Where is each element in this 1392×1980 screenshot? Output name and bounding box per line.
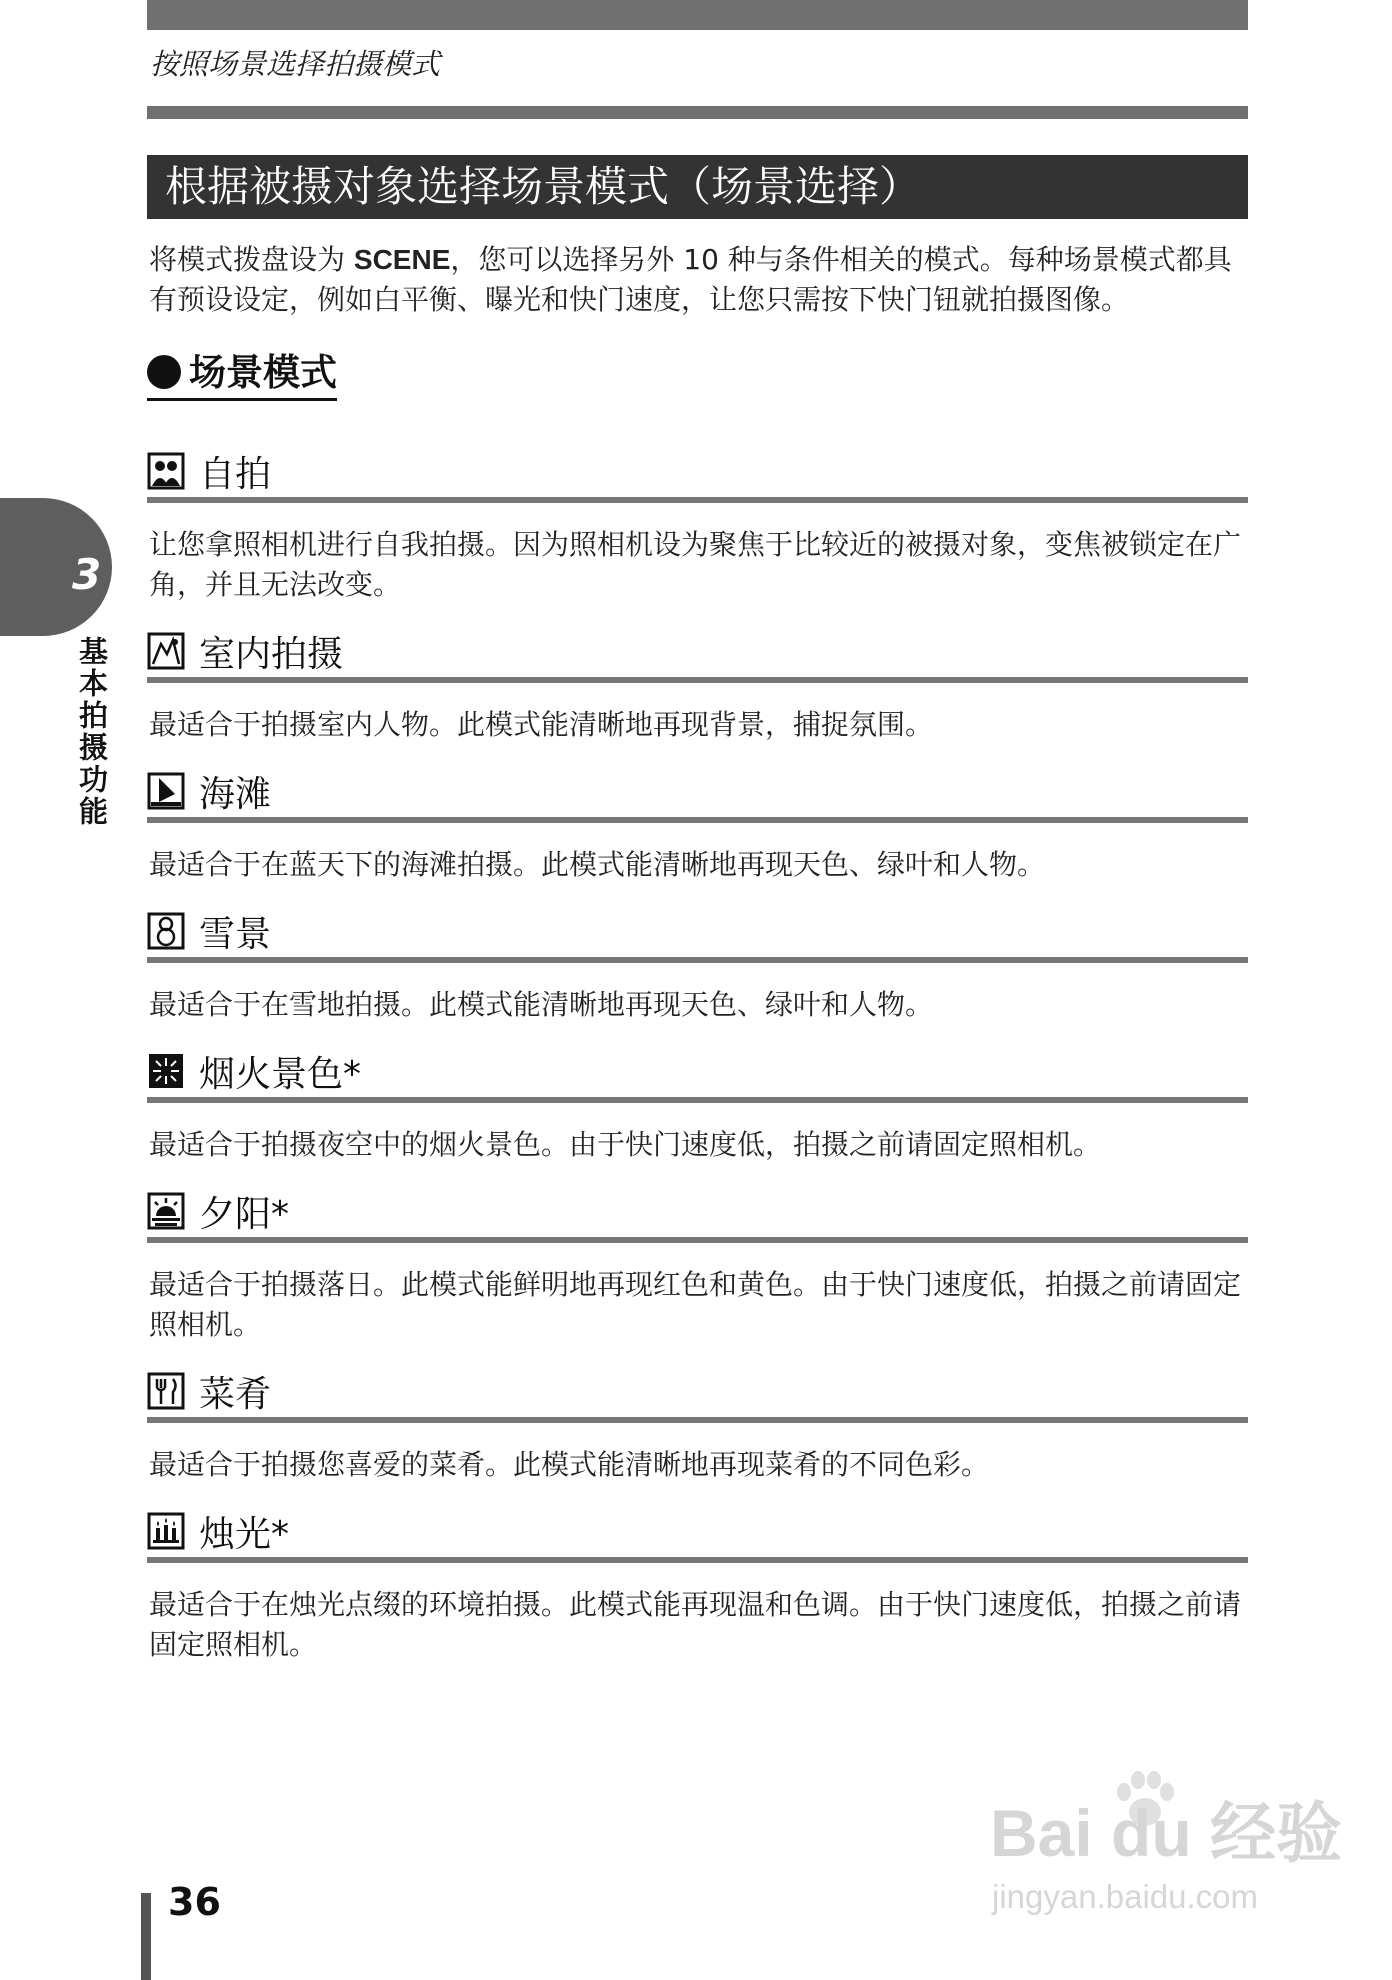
mode-description: 最适合于拍摄室内人物。此模式能清晰地再现背景，捕捉氛围。 <box>149 708 934 741</box>
watermark-url: jingyan.baidu.com <box>992 1878 1258 1915</box>
mode-beach <box>147 767 1248 885</box>
section-title: 根据被摄对象选择场景模式（场景选择） <box>165 162 922 211</box>
mode-indoor <box>147 627 1248 745</box>
mode-rule <box>147 957 1248 963</box>
top-bar <box>147 0 1248 30</box>
mode-title: 烛光* <box>199 1513 290 1555</box>
mode-title: 夕阳* <box>199 1193 290 1235</box>
page-marker-bar <box>141 1893 151 1980</box>
mode-snow <box>147 907 1248 1025</box>
mode-title: 雪景 <box>199 913 272 955</box>
watermark-brand: Bai du 经验 <box>990 1796 1343 1870</box>
mode-title: 菜肴 <box>199 1373 272 1415</box>
mode-candle <box>147 1507 1248 1665</box>
intro-after: ，您可以选择另外 10 种与条件相关的模式。每种场景模式都具有预设设定，例如白平衡、曝光和快门速度，让您只需按下快门钮就拍摄图像。 <box>149 243 1232 316</box>
mode-rule <box>147 817 1248 823</box>
subheading <box>147 342 337 401</box>
mode-title: 海滩 <box>199 773 272 815</box>
mode-sunset <box>147 1187 1248 1345</box>
mode-description: 最适合于拍摄落日。此模式能鲜明地再现红色和黄色。由于快门速度低，拍摄之前请固定照相机。 <box>149 1268 1242 1341</box>
subheading-text: 场景模式 <box>189 351 337 394</box>
mode-description: 最适合于拍摄您喜爱的菜肴。此模式能清晰地再现菜肴的不同色彩。 <box>149 1448 990 1481</box>
scene-label: SCENE <box>353 244 451 275</box>
indoor-icon <box>147 632 185 670</box>
mode-rule <box>147 1097 1248 1103</box>
sunset-icon <box>147 1192 185 1230</box>
mode-rule <box>147 1417 1248 1423</box>
mode-description: 最适合于拍摄夜空中的烟火景色。由于快门速度低，拍摄之前请固定照相机。 <box>149 1128 1102 1161</box>
mode-title: 烟火景色* <box>199 1053 362 1095</box>
cuisine-icon <box>147 1372 185 1410</box>
mode-fireworks <box>147 1047 1248 1165</box>
self-portrait-icon <box>147 452 185 490</box>
header-rule <box>147 106 1248 119</box>
mode-rule <box>147 1557 1248 1563</box>
chapter-title: 基本拍摄功能 <box>75 636 109 828</box>
mode-description: 最适合于在烛光点缀的环境拍摄。此模式能再现温和色调。由于快门速度低，拍摄之前请固定照相机。 <box>149 1588 1242 1661</box>
candle-icon <box>147 1512 185 1550</box>
intro-paragraph <box>149 240 1250 320</box>
mode-cuisine <box>147 1367 1248 1485</box>
running-header: 按照场景选择拍摄模式 <box>150 47 441 81</box>
fireworks-icon <box>147 1052 185 1090</box>
mode-rule <box>147 677 1248 683</box>
mode-description: 最适合于在雪地拍摄。此模式能清晰地再现天色、绿叶和人物。 <box>149 988 934 1021</box>
snow-icon <box>147 912 185 950</box>
chapter-number: 3 <box>72 550 102 599</box>
page-number: 36 <box>168 1880 221 1924</box>
mode-description: 最适合于在蓝天下的海滩拍摄。此模式能清晰地再现天色、绿叶和人物。 <box>149 848 1046 881</box>
intro-before: 将模式拨盘设为 <box>149 243 354 276</box>
mode-self-portrait <box>147 447 1248 605</box>
mode-rule <box>147 497 1248 503</box>
mode-rule <box>147 1237 1248 1243</box>
mode-title: 自拍 <box>199 453 272 495</box>
mode-title: 室内拍摄 <box>199 633 344 675</box>
bullet-icon <box>147 355 181 389</box>
beach-icon <box>147 772 185 810</box>
mode-description: 让您拿照相机进行自我拍摄。因为照相机设为聚焦于比较近的被摄对象，变焦被锁定在广角，并且无法改变。 <box>149 528 1242 601</box>
